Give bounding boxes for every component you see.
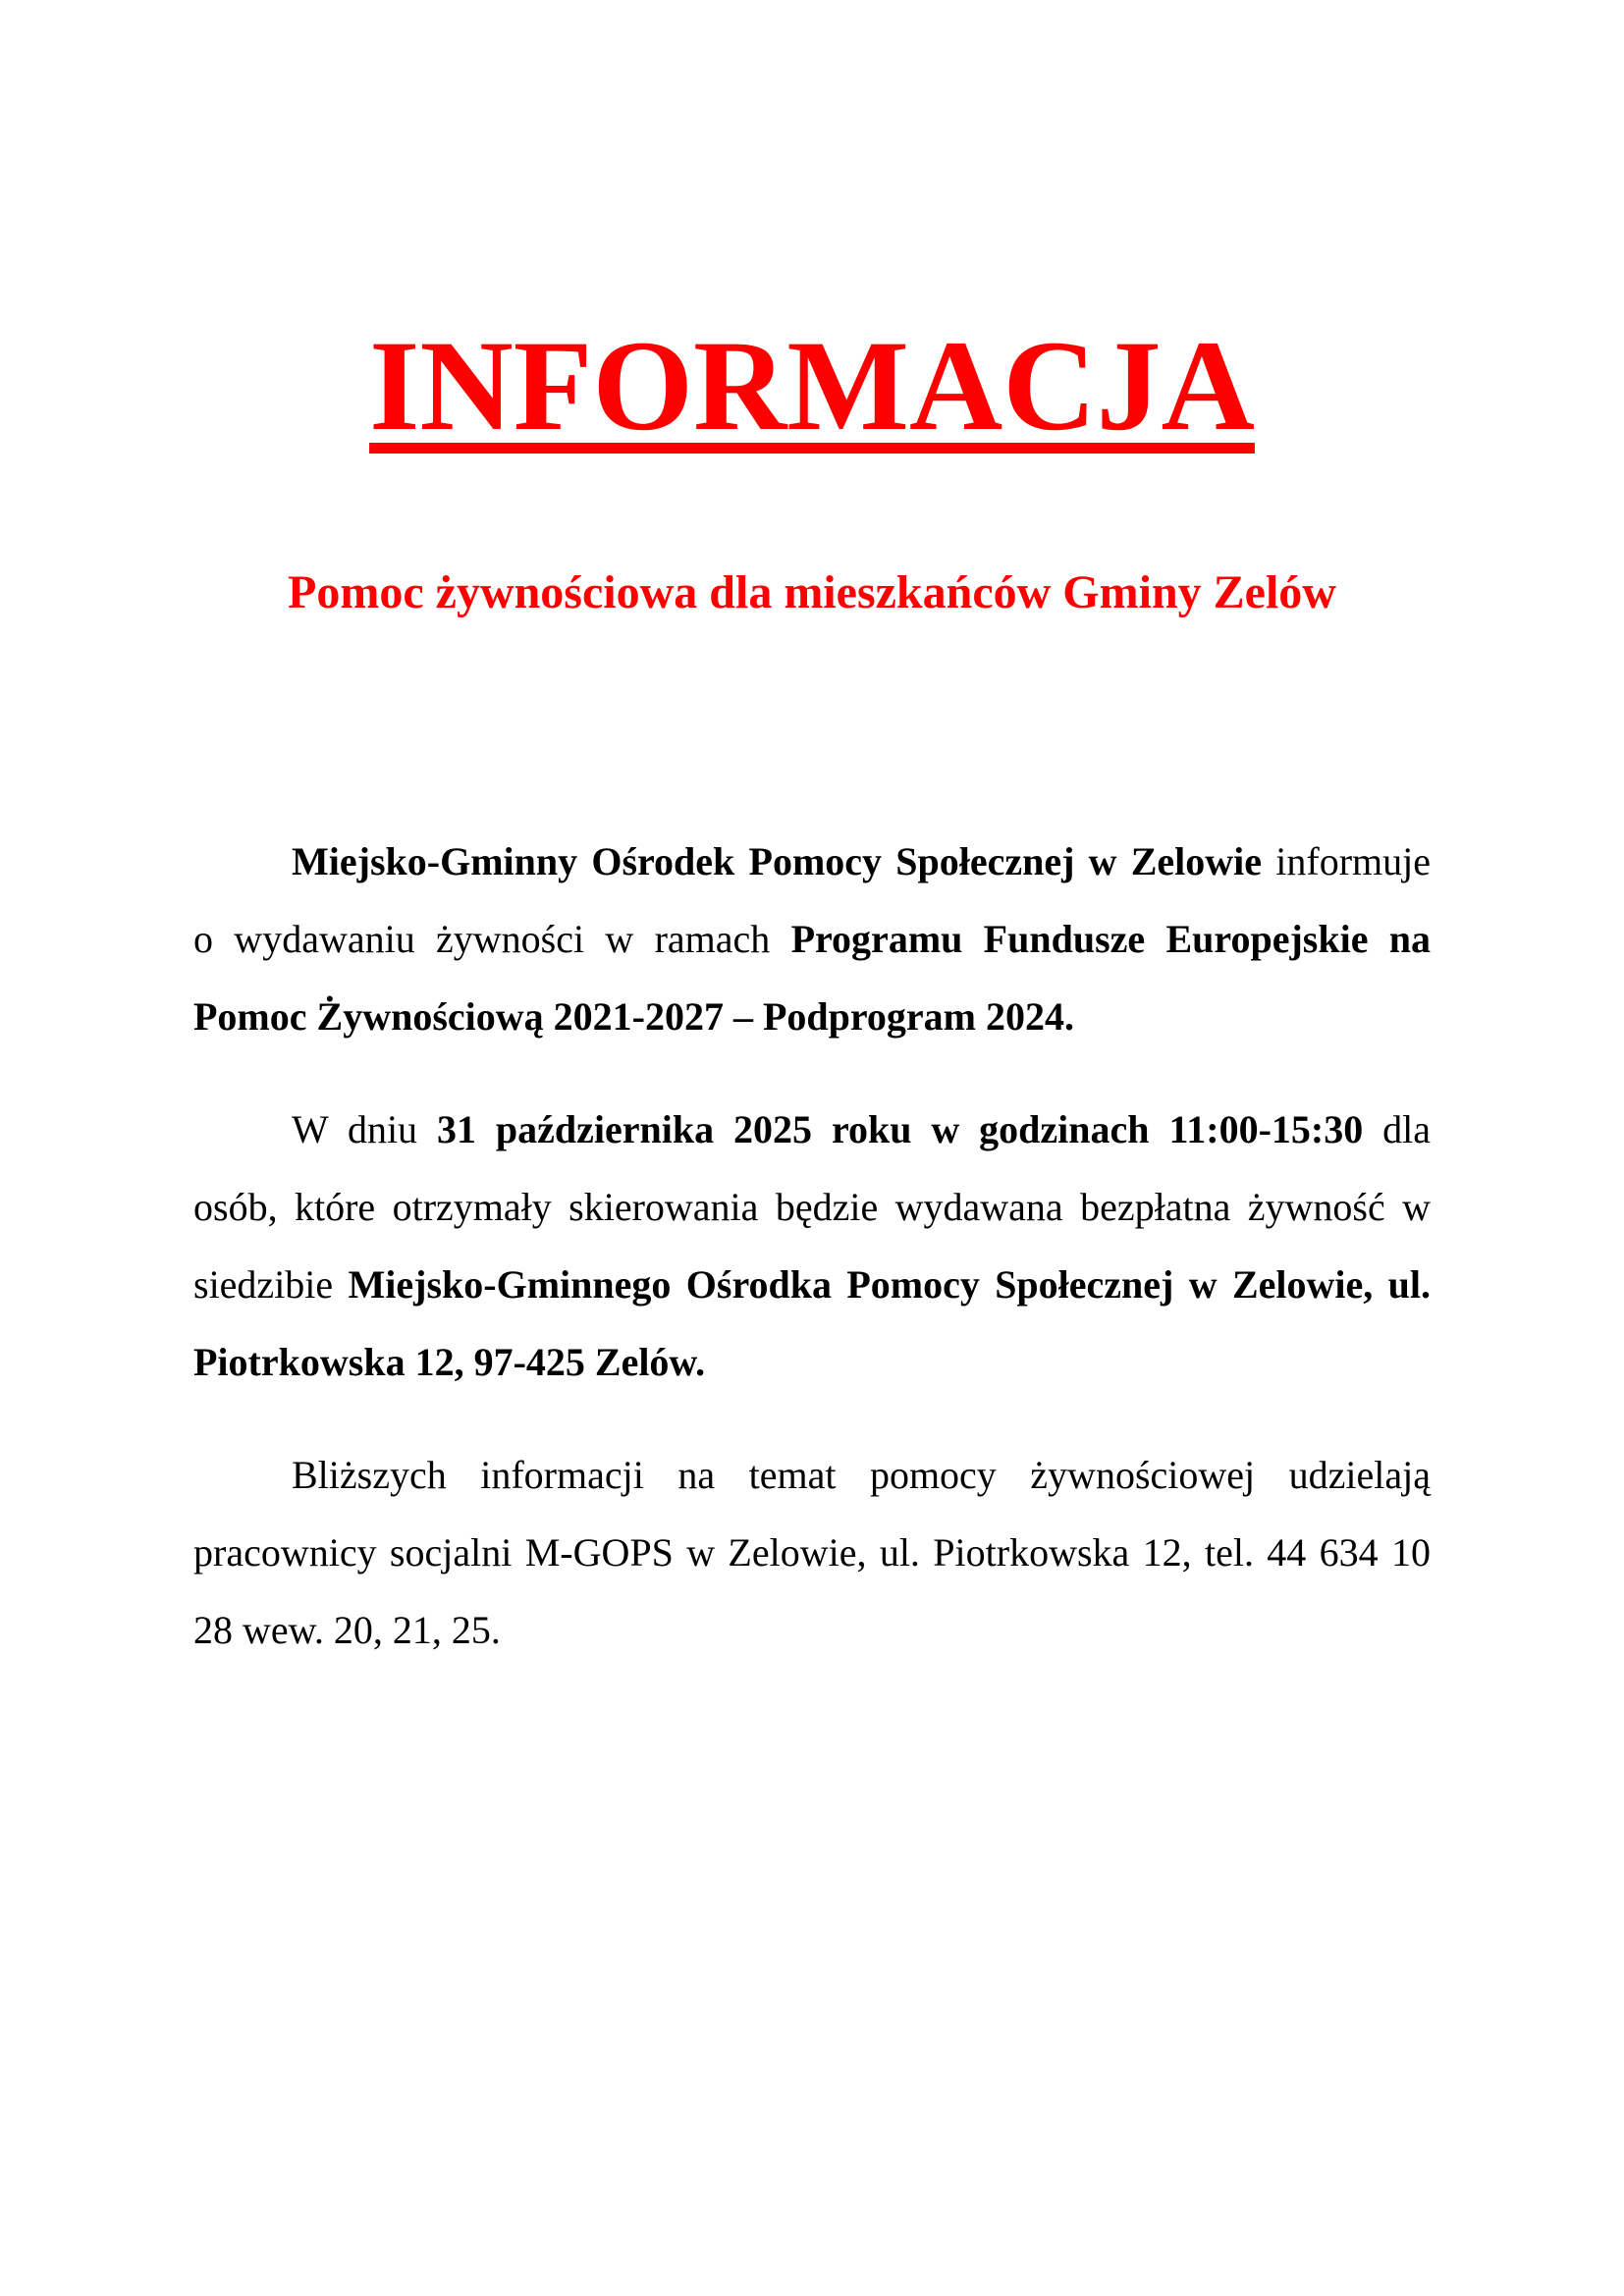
institution-name: Miejsko-Gminny Ośrodek Pomocy Społecznej w Zelowie	[292, 839, 1263, 883]
contact-text: Bliższych informacji na temat pomocy żywnościowej udzielają pracownicy socjalni M-GOPS w Zelowie, ul. Piotrkowska 12, tel. 44 634 10 28 wew. 20, 21, 25.	[193, 1453, 1431, 1652]
distribution-date-time: 31 października 2025 roku w godzinach 11:00-15:30	[436, 1107, 1364, 1151]
document-subtitle: Pomoc żywnościowa dla mieszkańców Gminy Zelów	[288, 566, 1336, 618]
paragraph-distribution	[193, 1091, 1431, 1401]
document-title: INFORMACJA	[369, 313, 1255, 457]
paragraph-announcement-text: informuje o wydawaniu żywności w ramach	[193, 839, 1431, 961]
distribution-address: Miejsko-Gminnego Ośrodka Pomocy Społecznej w Zelowie, ul. Piotrkowska 12, 97-425 Zelów.	[193, 1262, 1431, 1384]
document-body	[193, 823, 1431, 1704]
paragraph-distribution-lead: W dniu	[292, 1107, 437, 1151]
program-name: Programu Fundusze Europejskie na Pomoc Żywnościową 2021-2027 – Podprogram 2024.	[193, 917, 1431, 1039]
paragraph-distribution-text: dla osób, które otrzymały skierowania będzie wydawana bezpłatna żywność w siedzibie	[193, 1107, 1431, 1307]
paragraph-contact	[193, 1436, 1431, 1669]
paragraph-announcement	[193, 823, 1431, 1055]
